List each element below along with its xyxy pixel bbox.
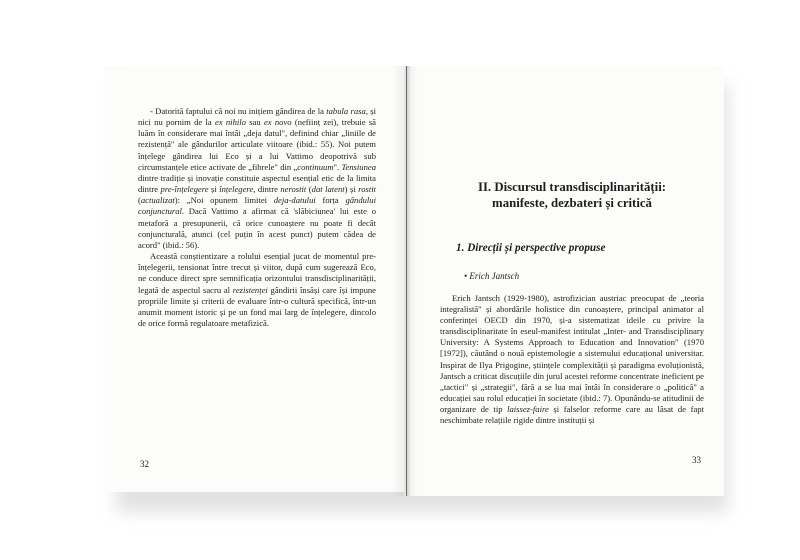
text-run: gândirii însăși care își impune propriile limite și criterii de evaluare într-o cultură specifică, într-un anumit moment istoric și pe un fond mai larg de înțelegere, dincolo de orice formă regulatoare metafizică.	[138, 284, 376, 328]
text-run: ".	[333, 161, 342, 172]
italic-run: pre-înțelegere	[160, 184, 209, 195]
text-run: (	[138, 195, 141, 206]
right-body-text	[440, 293, 704, 426]
text-run: și falselor reforme care au lăsat de fapt neschimbate relațiile rigide dintre instituții și	[440, 403, 704, 426]
italic-run: rezistenței	[232, 284, 268, 295]
book-spread	[104, 66, 720, 500]
text-run: Erich Jantsch (1929-1980), astrofizician austriac preocupat de „teoria integralistă" și abordările holistice din cunoaștere, principal animator al conferinței OECD din 1970, și-a sistematizat ideile cu privire la transdisciplinaritate în eseul-manifest intitulat „Inter- and Transdisciplinary University: A Systems Approach to Education and Innovation" (1970 [1972]), căutând o nouă epistemologie a sistemului educațional universitar. Inspirat de Ilya Prigogine, științele complexității și paradigma evoluționistă, Jantsch a criticat discuțiile din jurul acestei reforme concentrate ineficient pe „tactici" și „strategii", fără a se lua mai întâi în considerare o „politică" a educației sau rolul educației în societate (ibid.: 7). Opunându-se atitudinii de organizare de tip	[440, 293, 704, 414]
text-run: - Datorită faptului că noi nu inițiem gândirea de la	[150, 106, 327, 116]
chapter-title-line1: II. Discursul transdisciplinarității:	[477, 180, 667, 194]
text-run: (	[306, 184, 312, 195]
text-run: , și nici nu pornim de la	[138, 106, 376, 128]
italic-run: ex novo	[263, 117, 292, 128]
body-paragraph	[138, 106, 376, 251]
text-run: Această conștientizare a rolului esențial jucat de momentul pre-înțelegerii, tensionat între trecut și viitor, după cum sugerează Eco, ne conduce direct spre semnificația orizontului transdisciplinarității, legată de aspectul sacru al	[138, 251, 376, 295]
italic-run: actualizat	[140, 195, 175, 206]
italic-run: înțelegere	[219, 184, 254, 195]
italic-run: gândului conjunctural	[138, 195, 376, 217]
chapter-title	[434, 179, 710, 211]
text-run: forța	[315, 195, 346, 206]
left-body-text	[138, 106, 376, 329]
text-run: , dintre	[253, 184, 281, 195]
text-run: și	[208, 184, 220, 195]
italic-run: rostit	[358, 184, 377, 195]
text-run: ) și	[344, 184, 359, 195]
text-run: . Dacă Vattimo a afirmat că 'slăbiciunea' lui este o metaforă a presupunerii, că orice cunoaștere nu poate fi decât conjuncturală, atunci (cel puțin în acest punct) putem cădea de acord" (ibid.: 56).	[138, 206, 376, 250]
italic-run: laissez-faire	[507, 403, 549, 414]
text-run: (neființ zei), trebuie să luăm în considerare mai întâi „deja datul", definind chiar „liniile de rezistență" ale gândurilor articulate viitoare (ibid.: 55). Noi putem înțelege gândirea lui Eco și a lui Vattimo deopotrivă sub circumstanțele etice activate de „fibrele" din „	[138, 117, 376, 172]
italic-run: nerostit	[280, 184, 307, 195]
text-run: sau	[245, 117, 264, 128]
italic-run: continuum	[297, 161, 334, 172]
page-number-left: 32	[140, 459, 149, 469]
section-title: 1. Direcții și perspective propuse	[456, 242, 606, 254]
text-run: ): „Noi opunem limitei	[174, 195, 274, 206]
italic-run: deja-datului	[273, 195, 316, 206]
text-run: dintre tradiție și inovație constituie aspectul esențial etic de la limita dintre	[138, 172, 376, 195]
italic-run: Tensiunea	[341, 161, 376, 172]
body-paragraph	[440, 293, 704, 426]
page-number-right: 33	[692, 455, 701, 465]
subsection-title: • Erich Jantsch	[464, 271, 520, 281]
italic-run: tabula rasa	[326, 106, 366, 116]
italic-run: ex nihilo	[214, 117, 246, 128]
italic-run: dat latent	[311, 184, 345, 195]
body-paragraph	[138, 251, 376, 329]
gutter-edge	[406, 66, 407, 496]
right-page	[404, 66, 724, 496]
chapter-title-line2: manifeste, dezbateri și critică	[492, 196, 652, 210]
book-gutter	[392, 66, 418, 496]
